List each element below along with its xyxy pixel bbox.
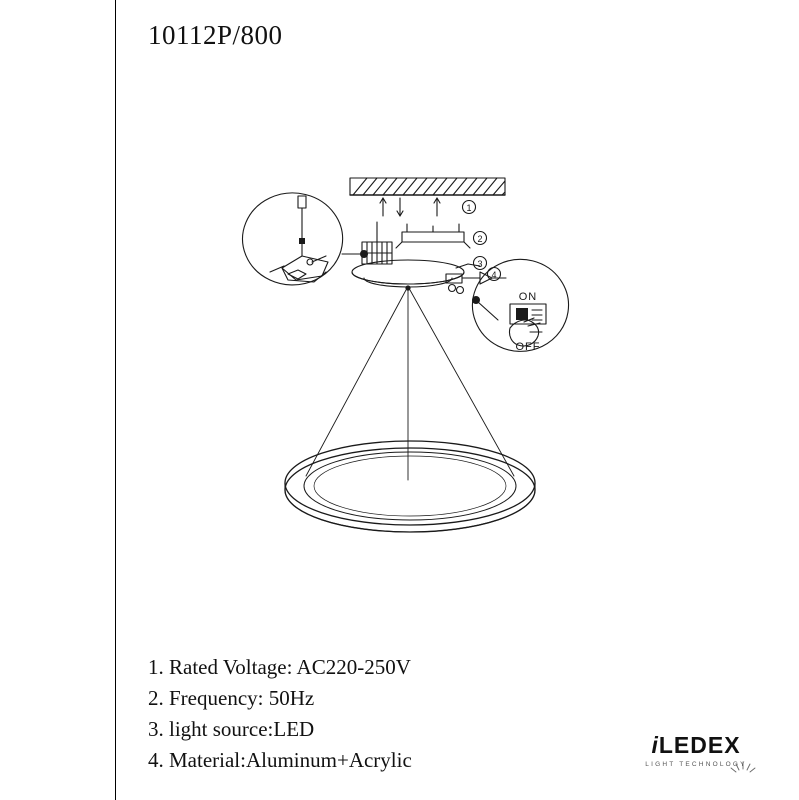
anchor-arrows-group bbox=[380, 198, 476, 216]
svg-text:3: 3 bbox=[477, 259, 483, 269]
left-detail-bubble bbox=[243, 193, 368, 285]
specs-list bbox=[148, 652, 578, 776]
brand-name bbox=[621, 734, 771, 757]
spec-line-material: 4. Material:Aluminum+Acrylic bbox=[148, 748, 412, 772]
brand-name-prefix: i bbox=[651, 732, 659, 758]
svg-text:ON: ON bbox=[518, 291, 538, 303]
page-left-rule bbox=[115, 0, 116, 800]
svg-text:OFF: OFF bbox=[515, 341, 541, 353]
brand-tagline: LIGHT TECHNOLOGY bbox=[645, 761, 747, 768]
brand-name-suffix: X bbox=[724, 732, 741, 758]
right-detail-bubble bbox=[446, 259, 569, 353]
model-code: 10112P/800 bbox=[148, 20, 283, 50]
spec-line-voltage: 1. Rated Voltage: AC220-250V bbox=[148, 655, 411, 679]
installation-diagram-svg bbox=[150, 150, 670, 570]
installation-diagram bbox=[150, 150, 670, 570]
led-ring-group bbox=[285, 441, 535, 532]
ceiling-group bbox=[350, 178, 505, 195]
spec-line-light-source: 3. light source:LED bbox=[148, 717, 315, 741]
brand-rays-icon bbox=[723, 760, 763, 776]
brand-logo bbox=[621, 734, 771, 768]
bracket-bar-group bbox=[396, 224, 487, 248]
plug-detail bbox=[446, 272, 506, 294]
svg-text:4: 4 bbox=[491, 270, 497, 280]
svg-text:2: 2 bbox=[477, 234, 483, 244]
svg-text:1: 1 bbox=[466, 203, 472, 213]
spec-line-frequency: 2. Frequency: 50Hz bbox=[148, 686, 315, 710]
brand-name-mid: LEDE bbox=[658, 732, 725, 758]
